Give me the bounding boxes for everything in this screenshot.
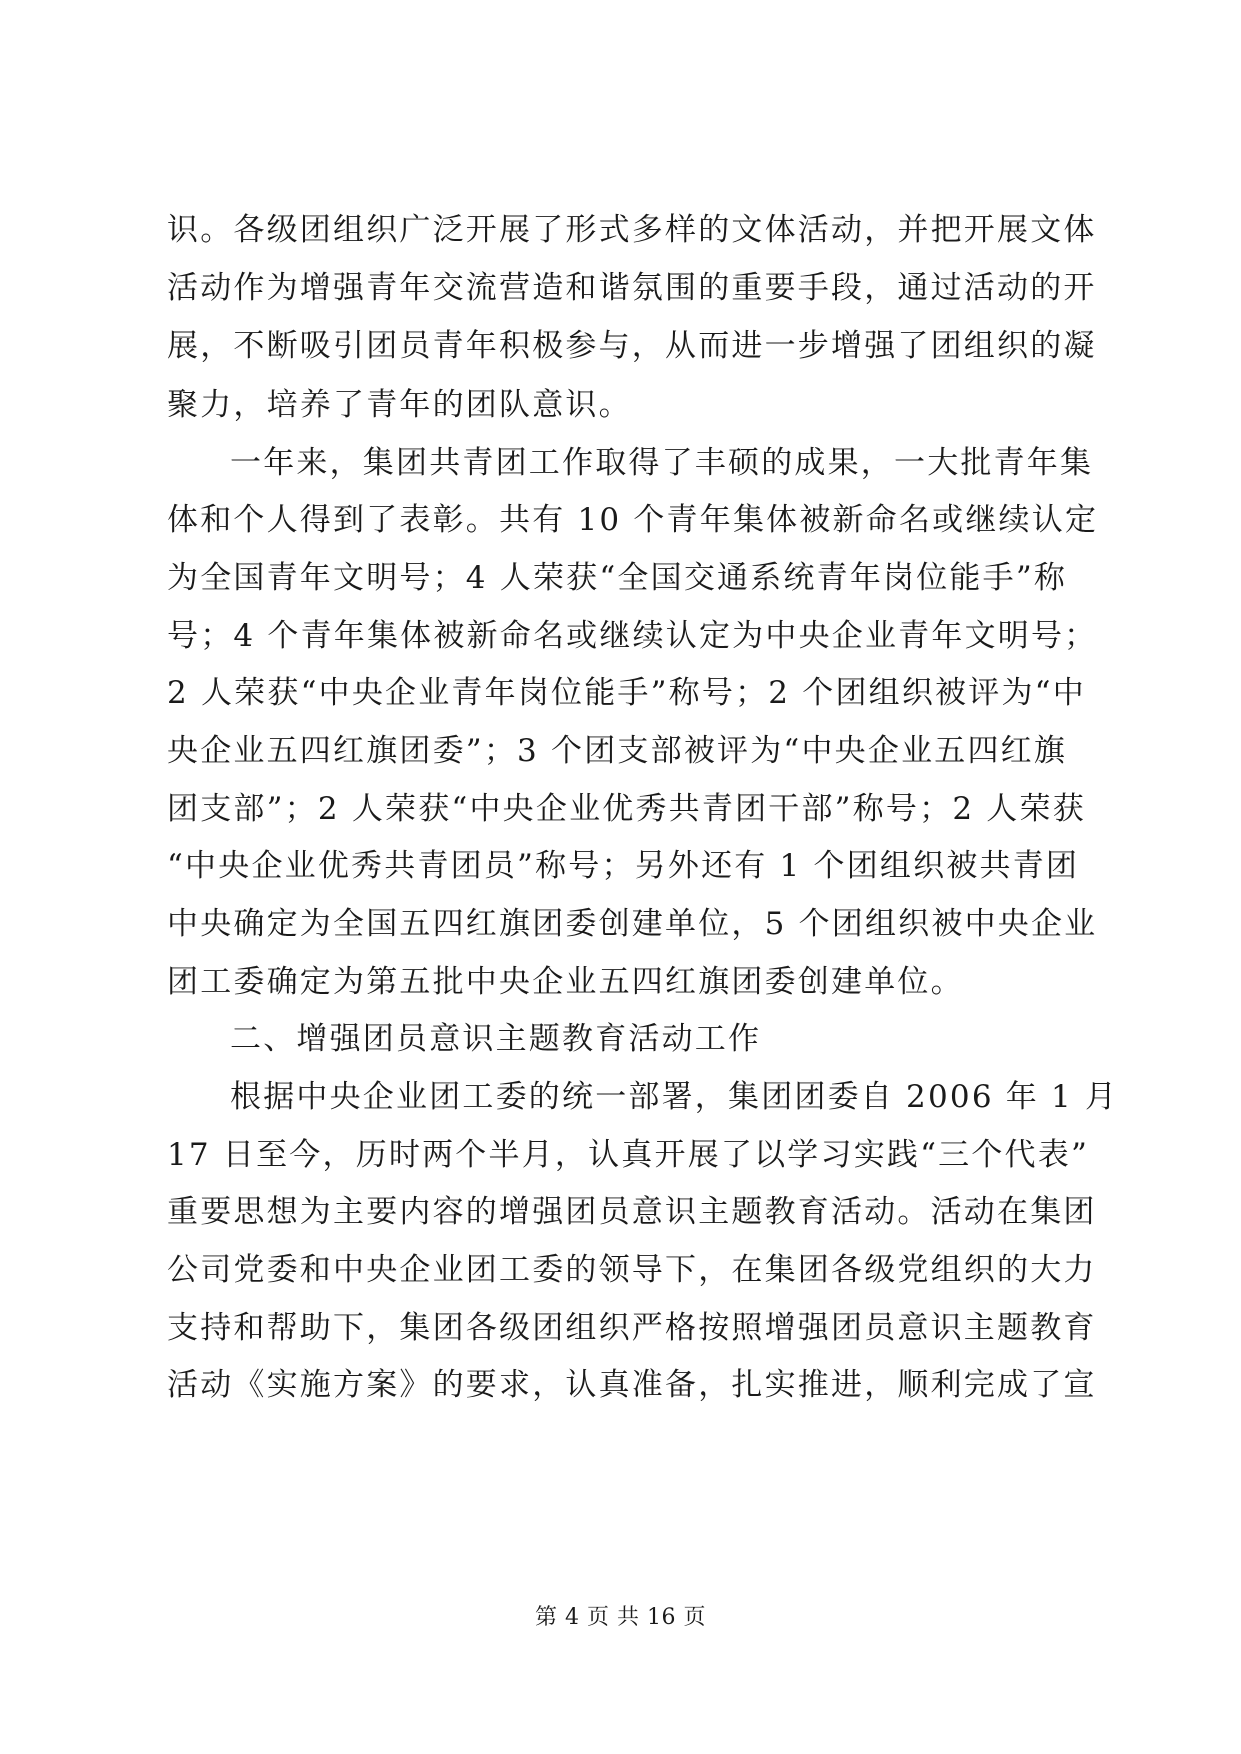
text-line: 团支部”；2 人荣获“中央企业优秀共青团干部”称号；2 人荣获 (167, 791, 1086, 827)
text-line: 2 人荣获“中央企业青年岗位能手”称号；2 个团组织被评为“中 (167, 675, 1086, 711)
text-line: 央企业五四红旗团委”；3 个团支部被评为“中央企业五四红旗 (167, 733, 1068, 769)
text-line: 重要思想为主要内容的增强团员意识主题教育活动。活动在集团 (167, 1194, 1097, 1230)
text-line: “中央企业优秀共青团员”称号；另外还有 1 个团组织被共青团 (167, 848, 1080, 884)
text-line: 活动作为增强青年交流营造和谐氛围的重要手段，通过活动的开 (167, 270, 1097, 306)
page-number: 第 4 页 共 16 页 (535, 1605, 706, 1630)
text-line: 号；4 个青年集体被新命名或继续认定为中央企业青年文明号； (167, 618, 1098, 654)
text-line: 团工委确定为第五批中央企业五四红旗团委创建单位。 (167, 964, 964, 1000)
text-line: 支持和帮助下，集团各级团组织严格按照增强团员意识主题教育 (167, 1310, 1097, 1346)
text-line: 为全国青年文明号；4 人荣获“全国交通系统青年岗位能手”称 (167, 560, 1068, 596)
text-line: 展，不断吸引团员青年积极参与，从而进一步增强了团组织的凝 (167, 328, 1097, 364)
text-line: 一年来，集团共青团工作取得了丰硕的成果，一大批青年集 (230, 445, 1094, 481)
text-line: 17 日至今，历时两个半月，认真开展了以学习实践“三个代表” (167, 1137, 1089, 1173)
section-heading: 二、增强团员意识主题教育活动工作 (230, 1021, 762, 1057)
text-line: 公司党委和中央企业团工委的领导下，在集团各级党组织的大力 (167, 1252, 1097, 1288)
text-line: 识。各级团组织广泛开展了形式多样的文体活动，并把开展文体 (167, 212, 1097, 248)
text-line: 根据中央企业团工委的统一部署，集团团委自 2006 年 1 月 (230, 1079, 1119, 1115)
text-line: 体和个人得到了表彰。共有 10 个青年集体被新命名或继续认定 (167, 502, 1099, 538)
text-line: 聚力，培养了青年的团队意识。 (167, 387, 632, 423)
text-line: 活动《实施方案》的要求，认真准备，扎实推进，顺利完成了宣 (167, 1367, 1097, 1403)
text-line: 中央确定为全国五四红旗团委创建单位，5 个团组织被中央企业 (167, 906, 1098, 942)
